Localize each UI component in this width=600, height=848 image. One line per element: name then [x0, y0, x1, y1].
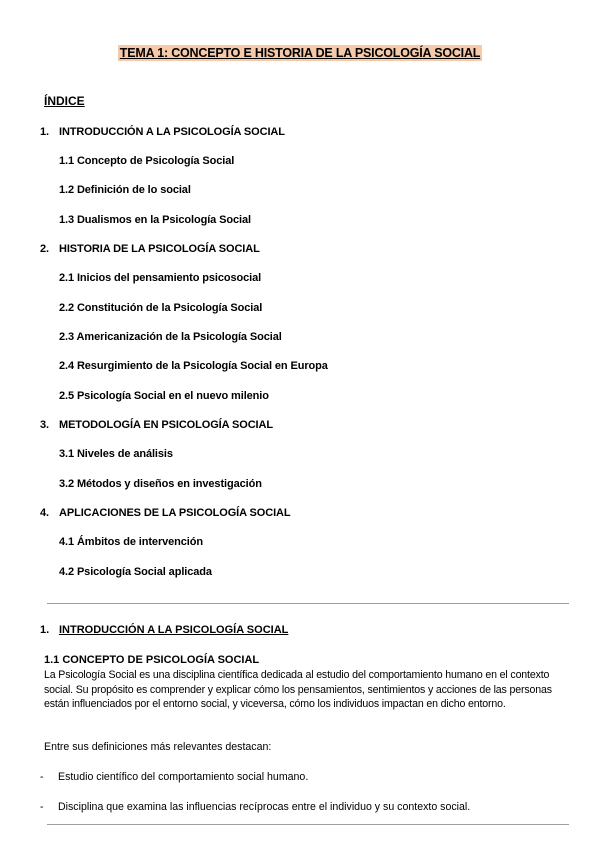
section-heading-text: INTRODUCCIÓN A LA PSICOLOGÍA SOCIAL	[59, 624, 289, 636]
toc-item-3-2: 3.2 Métodos y diseños en investigación	[59, 478, 262, 490]
toc-item-1-2: 1.2 Definición de lo social	[59, 184, 191, 196]
subsection-heading: 1.1 CONCEPTO DE PSICOLOGÍA SOCIAL	[44, 654, 260, 666]
section-heading	[40, 624, 288, 636]
toc-number: 3.	[40, 419, 49, 431]
toc-label: HISTORIA DE LA PSICOLOGÍA SOCIAL	[59, 243, 260, 255]
toc-item-1-1: 1.1 Concepto de Psicología Social	[59, 155, 235, 167]
toc-item-4-1: 4.1 Ámbitos de intervención	[59, 536, 204, 548]
document-title-text: TEMA 1: CONCEPTO E HISTORIA DE LA PSICOLOGÍA SOCIAL	[119, 46, 481, 60]
toc-label: INTRODUCCIÓN A LA PSICOLOGÍA SOCIAL	[59, 126, 285, 138]
toc-item-2-2: 2.2 Constitución de la Psicología Social	[59, 302, 263, 314]
bullet-marker: -	[40, 771, 44, 783]
toc-item-4-2: 4.2 Psicología Social aplicada	[59, 566, 212, 578]
divider	[47, 603, 569, 604]
list-item	[40, 801, 470, 813]
toc-number: 1.	[40, 126, 49, 138]
toc-item-1-3: 1.3 Dualismos en la Psicología Social	[59, 214, 251, 226]
toc-number: 4.	[40, 507, 49, 519]
toc-item-2-3: 2.3 Americanización de la Psicología Social	[59, 331, 282, 343]
toc-item-2-1: 2.1 Inicios del pensamiento psicosocial	[59, 272, 262, 284]
toc-item-2-4: 2.4 Resurgimiento de la Psicología Social en Europa	[59, 360, 328, 372]
toc-item-3-1: 3.1 Niveles de análisis	[59, 448, 173, 460]
toc-section-3	[40, 419, 273, 431]
list-item-text: Estudio científico del comportamiento social humano.	[58, 771, 309, 783]
section-number: 1.	[40, 624, 50, 636]
bullet-marker: -	[40, 801, 44, 813]
toc-label: METODOLOGÍA EN PSICOLOGÍA SOCIAL	[59, 419, 273, 431]
toc-item-2-5: 2.5 Psicología Social en el nuevo milenio	[59, 390, 269, 402]
index-heading: ÍNDICE	[44, 94, 85, 108]
toc-section-2	[40, 243, 260, 255]
toc-section-4	[40, 507, 291, 519]
body-paragraph: La Psicología Social es una disciplina científica dedicada al estudio del comportamiento humano en el contexto social. Su propósito es comprender y explicar cómo los pensamientos, sentimientos y acciones de las personas están influenciados por el entorno social, y viceversa, cómo los individuos impactan en dicho entorno.	[44, 669, 552, 711]
toc-number: 2.	[40, 243, 49, 255]
divider	[47, 824, 569, 825]
list-item	[40, 771, 308, 783]
list-item-text: Disciplina que examina las influencias recíprocas entre el individuo y su contexto social.	[58, 801, 471, 813]
definitions-intro: Entre sus definiciones más relevantes destacan:	[44, 741, 272, 753]
toc-section-1	[40, 126, 285, 138]
toc-label: APLICACIONES DE LA PSICOLOGÍA SOCIAL	[59, 507, 291, 519]
